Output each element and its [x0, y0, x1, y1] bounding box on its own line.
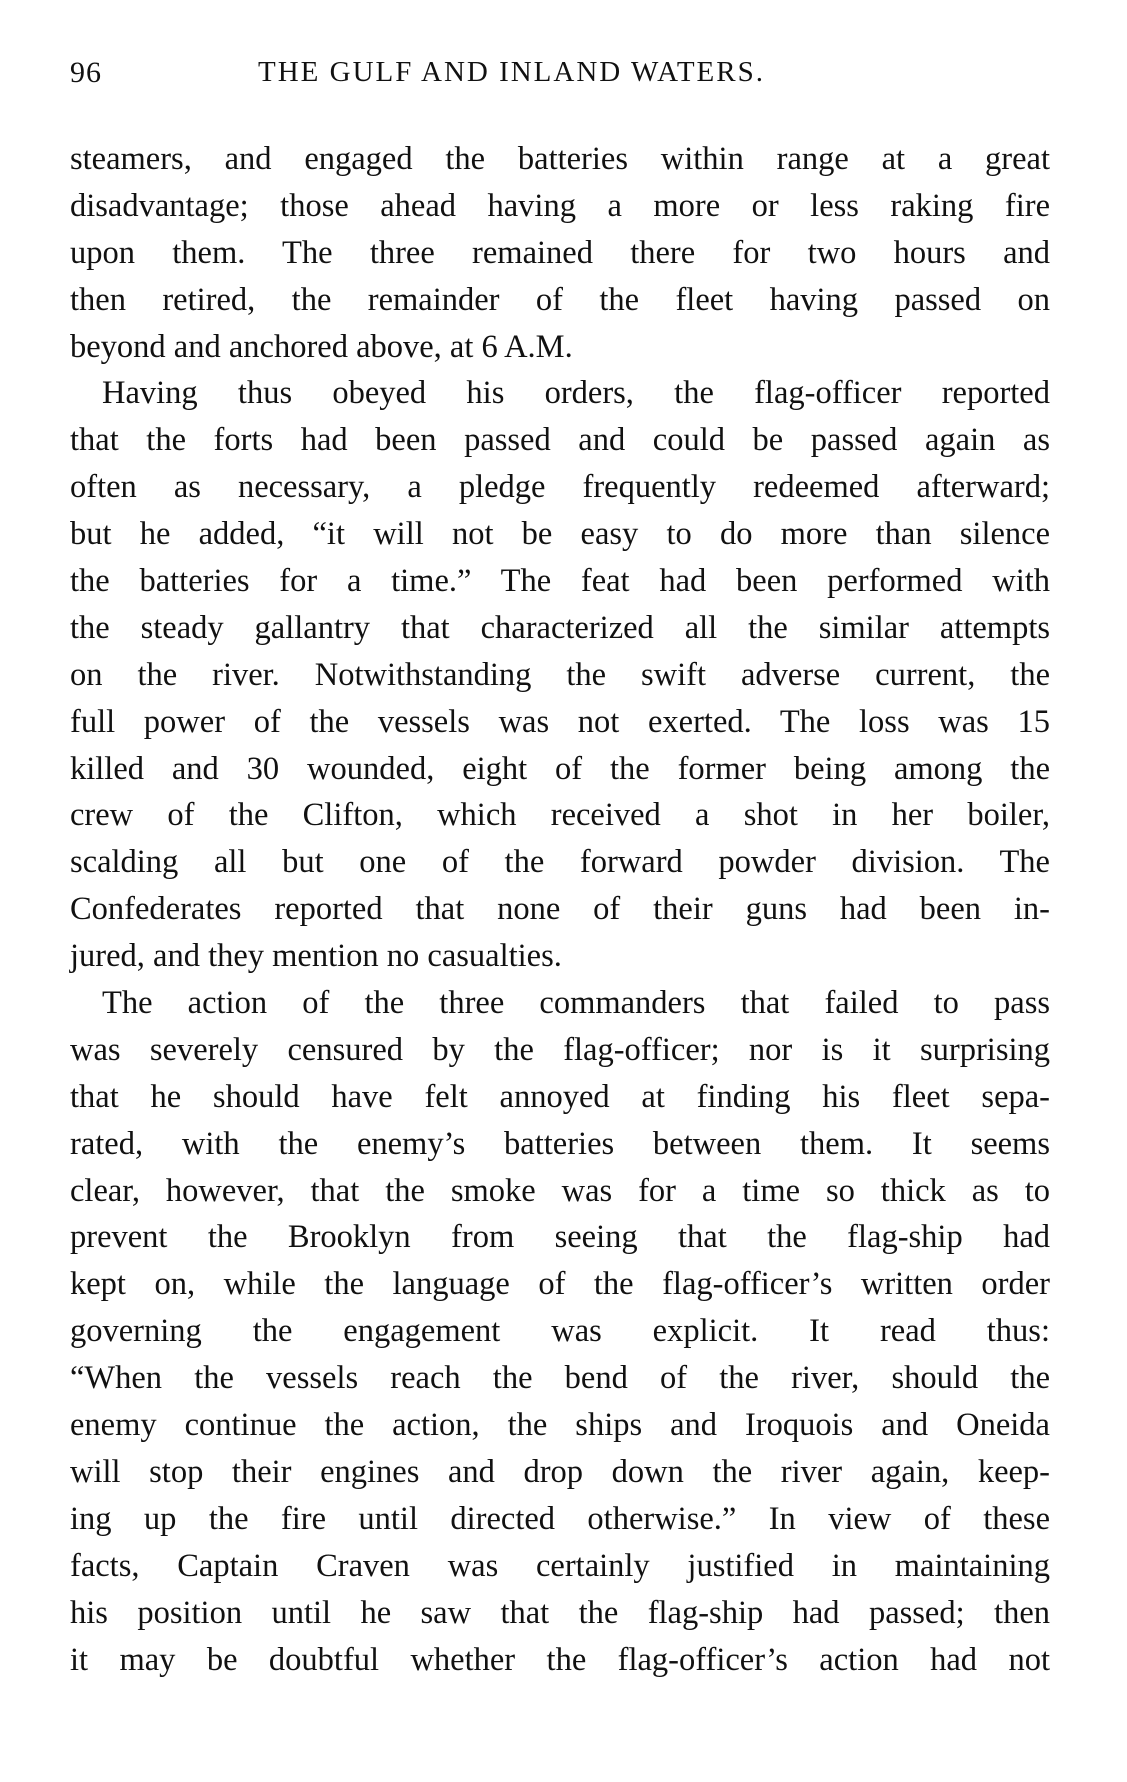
text-line: facts, Captain Craven was certainly justified in maintaining	[70, 1547, 1050, 1584]
text-line: killed and 30 wounded, eight of the former being among the	[70, 750, 1050, 787]
text-line: then retired, the remainder of the fleet having passed on	[70, 281, 1050, 318]
text-line: often as necessary, a pledge frequently redeemed afterward;	[70, 469, 1050, 506]
text-line: clear, however, that the smoke was for a time so thick as to	[70, 1172, 1050, 1209]
text-line: ing up the fire until directed otherwise.” In view of these	[70, 1500, 1050, 1537]
text-line: upon them. The three remained there for two hours and	[70, 234, 1050, 271]
text-line: but he added, “it will not be easy to do more than silence	[70, 516, 1050, 553]
text-line: prevent the Brooklyn from seeing that the flag-ship had	[70, 1219, 1050, 1256]
text-line: kept on, while the language of the flag-officer’s written order	[70, 1266, 1050, 1303]
running-head: THE GULF AND INLAND WATERS.	[258, 56, 765, 88]
text-line: was severely censured by the flag-officer; nor is it surprising	[70, 1031, 1050, 1068]
text-line: Confederates reported that none of their guns had been in-	[70, 891, 1050, 928]
page-number: 96	[70, 56, 102, 89]
body-text	[70, 136, 1050, 1683]
text-line: his position until he saw that the flag-ship had passed; then	[70, 1594, 1050, 1631]
text-line: scalding all but one of the forward powder division. The	[70, 844, 1050, 881]
text-line: that he should have felt annoyed at finding his fleet sepa-	[70, 1078, 1050, 1115]
text-line: “When the vessels reach the bend of the river, should the	[70, 1360, 1050, 1397]
text-line: on the river. Notwithstanding the swift adverse current, the	[70, 656, 1050, 693]
text-line: that the forts had been passed and could be passed again as	[70, 422, 1050, 459]
text-line: crew of the Clifton, which received a shot in her boiler,	[70, 797, 1050, 834]
text-line: it may be doubtful whether the flag-officer’s action had not	[70, 1641, 1050, 1678]
text-line: the batteries for a time.” The feat had been performed with	[70, 563, 1050, 600]
text-line: governing the engagement was explicit. It read thus:	[70, 1313, 1050, 1350]
text-line: the steady gallantry that characterized all the similar attempts	[70, 609, 1050, 646]
text-line: steamers, and engaged the batteries within range at a great	[70, 141, 1050, 177]
text-line: will stop their engines and drop down the river again, keep-	[70, 1453, 1050, 1490]
page-header	[70, 56, 1050, 96]
paragraph-first-line: Having thus obeyed his orders, the flag-officer reported	[102, 375, 1050, 412]
text-line: rated, with the enemy’s batteries between them. It seems	[70, 1125, 1050, 1162]
text-line: disadvantage; those ahead having a more or less raking fire	[70, 187, 1050, 224]
text-line: enemy continue the action, the ships and Iroquois and Oneida	[70, 1407, 1050, 1444]
paragraph-first-line: The action of the three commanders that failed to pass	[102, 985, 1050, 1022]
text-line: beyond and anchored above, at 6 A.M.	[70, 328, 573, 365]
text-line: jured, and they mention no casualties.	[70, 938, 562, 975]
text-line: full power of the vessels was not exerted. The loss was 15	[70, 703, 1050, 740]
